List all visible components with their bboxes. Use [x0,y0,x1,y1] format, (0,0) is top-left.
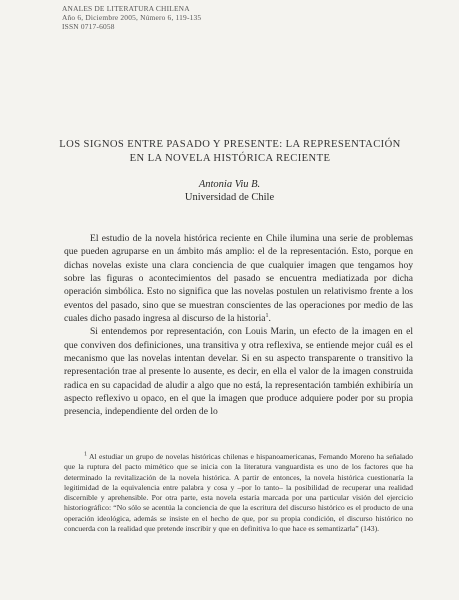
journal-issn: ISSN 0717-6058 [62,22,115,31]
author-affiliation: Universidad de Chile [184,192,275,203]
footnote-text: Al estudiar un grupo de novelas históricas chilenas e hispanoamericanas, Fernando Moreno ha señalado que la ruptura del pacto mimético que se inicia con la literatura vanguardista es uno de los factores que ha determinado la revitalización de la novela histórica. A partir de entonces, la novela histórica cuestionaría la legitimidad de la equivalencia entre palabra y cosa y –por lo tanto– la posibilidad de recuperar una realidad discernible y aprehensible. Por otra parte, esta novela estaría marcada por una particular visión del ejercicio historiográfico: “No sólo se acentúa la conciencia de que la escritura del discurso histórico es el producto de una operación ideológica, además se insiste en el hecho de que, por su propia condición, el discurso histórico no concuerda con la realidad que pretende inscribir y que en definitiva lo que hace es semantizarla” (143). [64,452,413,533]
paragraph-1-end: . [268,313,271,325]
body-paragraph-2: Si entendemos por representación, con Louis Marin, un efecto de la imagen en el que conviven dos definiciones, una transitiva y otra reflexiva, se entiende mejor cuál es el mecanismo que las novelas intentan develar. Si en su aspecto transparente o transitivo la representación trae al presente lo ausente, es decir, en ella el valor de la imagen construida radica en su capacidad de aludir a algo que no está, la representación también exhibiría un aspecto reflexivo u opaco, en el que la imagen que produce adquiere poder por su propia presencia, independiente del orden de lo [64,326,413,418]
body-paragraph-1 [64,232,413,325]
article-title-line-2: EN LA NOVELA HISTÓRICA RECIENTE [129,153,331,164]
author-name: Antonia Viu B. [198,179,261,190]
author-block [0,178,459,204]
journal-name: ANALES DE LITERATURA CHILENA [62,4,190,13]
article-body [64,232,413,419]
journal-header [62,4,201,31]
article-title-line-1: LOS SIGNOS ENTRE PASADO Y PRESENTE: LA REPRESENTACIÓN [59,139,401,150]
footnote [64,452,413,534]
journal-issue: Año 6, Diciembre 2005, Número 6, 119-135 [62,13,202,22]
footnote-number: 1 [84,451,87,458]
paragraph-1-text: El estudio de la novela histórica reciente en Chile ilumina una serie de problemas que pueden agruparse en un ámbito más amplio: el de la representación. Esto, porque en dichas novelas existe una clara conciencia de que cualquier imagen que tengamos hoy sobre las figuras o acontecimientos del pasado se encuentra mediatizada por dicha operación simbólica. Esto no significa que las novelas postulen un relativismo frente a los eventos del pasado, sino que se muestran conscientes de las operaciones por medio de las cuales dicho pasado ingresa al discurso de la historia [64,233,413,325]
article-title [40,138,420,166]
footnote-reference[interactable]: 1 [265,312,269,319]
